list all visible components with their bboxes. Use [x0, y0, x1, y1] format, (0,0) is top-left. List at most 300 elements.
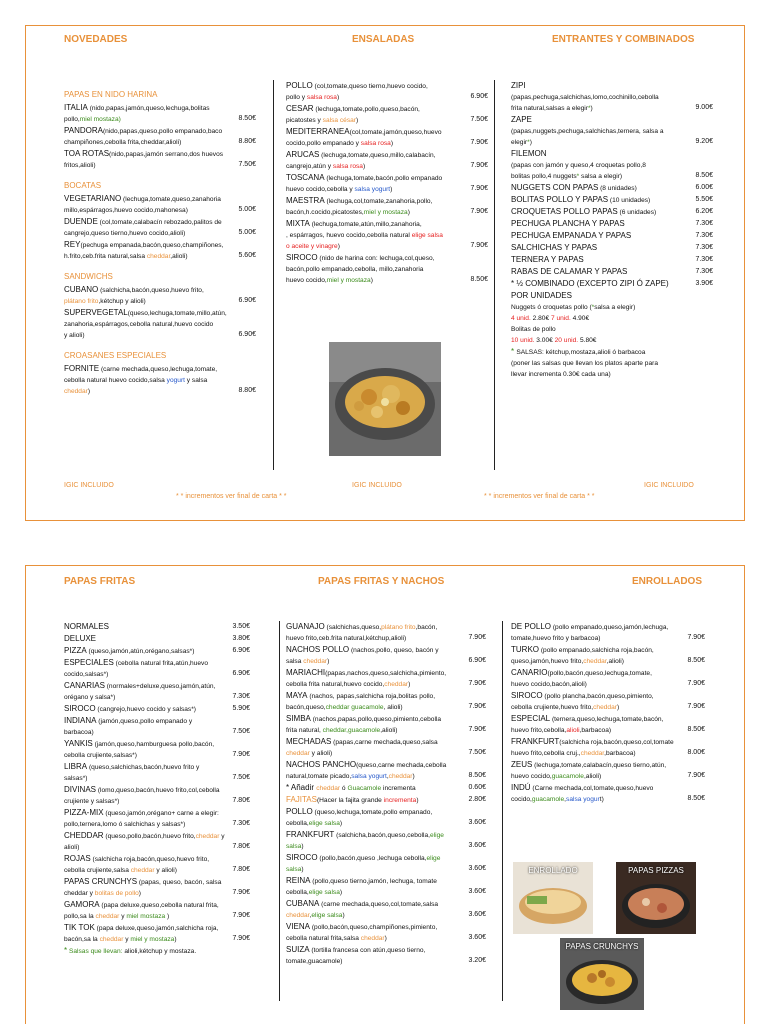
menu-item — [511, 782, 705, 805]
item-text: salsas*) — [64, 775, 88, 782]
item-name: NACHOS PANCHO — [286, 760, 357, 769]
menu-item — [286, 103, 488, 126]
menu-item — [64, 363, 256, 397]
item-text: (nachos,pollo, queso, bacón y — [349, 647, 439, 654]
item-text: pollo, — [64, 116, 80, 123]
item-text: 2.80€ — [530, 315, 551, 322]
item-text: ,bacón, — [415, 624, 438, 631]
item-price: 7.30€ — [695, 220, 713, 227]
item-text: Nuggets ó croquetas pollo ( — [511, 304, 592, 311]
item-price: 7.90€ — [468, 680, 486, 687]
item-name: * — [511, 347, 517, 356]
item-price: 7.90€ — [687, 703, 705, 710]
item-text: (pollo plancha,bacón,queso,pimiento, — [542, 693, 654, 700]
menu-item — [64, 657, 250, 680]
item-text: cheddar,guacamole — [322, 727, 381, 734]
item-price: 8.50€ — [468, 772, 486, 779]
menu-item — [64, 239, 256, 262]
menu-item — [286, 794, 486, 806]
menu-item — [511, 254, 713, 266]
item-name: REY — [64, 240, 81, 249]
item-price: 6.20€ — [695, 208, 713, 215]
item-price: 8.50€ — [687, 795, 705, 802]
item-text: * — [591, 304, 595, 311]
item-text: cheddar — [286, 912, 310, 919]
item-name: * Añadir — [286, 783, 317, 792]
item-text: SALSAS: — [516, 349, 544, 356]
item-text: bacón,queso, — [286, 704, 326, 711]
item-text: ) — [407, 209, 410, 216]
menu-item — [286, 172, 488, 195]
menu-item — [286, 806, 486, 829]
item-text: cebolla, — [286, 889, 309, 896]
item-text: crujiente y salsas*) — [64, 798, 120, 805]
item-price: 3.60€ — [468, 934, 486, 941]
item-text: salsa rosa — [306, 94, 337, 101]
menu-item — [64, 633, 250, 645]
item-text: elige salsa — [308, 820, 340, 827]
igic-note-2: IGIC INCLUIDO — [352, 482, 402, 489]
item-text: (salchichas,queso, — [324, 624, 382, 631]
item-text: pollo y — [286, 94, 307, 101]
item-name: POLLO — [286, 81, 313, 90]
item-name: NACHOS POLLO — [286, 645, 350, 654]
item-text: (col,tomate,calabacín rebozado,palitos de — [97, 219, 222, 226]
item-text: orégano y salsa*) — [64, 694, 116, 701]
item-text: salsa yogur — [566, 796, 600, 803]
item-price: 5.50€ — [695, 196, 713, 203]
menu-item — [64, 703, 250, 715]
item-text: ,alioli) — [606, 658, 624, 665]
item-name: SIROCO — [286, 853, 318, 862]
item-text: y salsa — [184, 377, 208, 384]
item-text: (queso,lechuga,tomate,millo,atún, — [127, 310, 227, 317]
item-text: ) — [339, 889, 343, 896]
item-price: 7.80€ — [232, 866, 250, 873]
item-name: GUANAJO — [286, 622, 325, 631]
menu-item — [511, 667, 705, 690]
item-text: (papa deluxe,queso,cebolla natural frita, — [99, 902, 219, 909]
item-text: , alioli) — [383, 704, 403, 711]
item-text: incrementa — [381, 785, 416, 792]
menu-item — [64, 922, 250, 945]
item-name: PIZZA-MIX — [64, 808, 104, 817]
item-name: VIENA — [286, 922, 311, 931]
item-name: TOA ROTAS — [64, 149, 110, 158]
item-name: ROJAS — [64, 854, 91, 863]
item-price: 7.50€ — [470, 116, 488, 123]
item-text: (nido,papas,jamón serrano,dos huevos — [109, 151, 224, 158]
item-text: salsa a elegir) — [594, 304, 636, 311]
item-text: bacón,h.cocido,picatostes, — [286, 209, 364, 216]
item-text: (queso,pollo,bacón,huevo frito, — [103, 833, 196, 840]
menu-item — [286, 875, 486, 898]
menu-item — [286, 149, 488, 172]
item-name: ZAPE — [511, 115, 532, 124]
menu-item — [511, 194, 713, 206]
item-text: (papas, queso, bacón, salsa — [137, 879, 222, 886]
item-price: 7.90€ — [687, 680, 705, 687]
item-name: RABAS DE CALAMAR Y PAPAS — [511, 267, 628, 276]
item-text: cheddar — [316, 785, 341, 792]
item-text: (10 unidades) — [608, 197, 651, 204]
item-text: ) — [529, 139, 532, 146]
column-papas-nachos — [279, 621, 486, 1001]
item-price: 7.30€ — [695, 244, 713, 251]
item-name: SIMBA — [286, 714, 311, 723]
item-text: cebolla crujiente,huevo frito, — [511, 704, 594, 711]
item-name: SIROCO — [64, 704, 96, 713]
item-name: BOLITAS POLLO Y PAPAS — [511, 195, 609, 204]
menu-item — [511, 218, 713, 230]
item-name: ESPECIALES — [64, 658, 114, 667]
photo-label-papas-pizzas: PAPAS PIZZAS — [628, 866, 684, 875]
item-price: 5.00€ — [238, 206, 256, 213]
header-entrantes: ENTRANTES Y COMBINADOS — [552, 34, 695, 45]
item-text: fritos,alioli) — [64, 162, 96, 169]
item-text: (poner las salsas que llevan los platos aparte para — [511, 360, 658, 367]
section-heading: BOCATAS — [64, 181, 102, 190]
item-text: bolitas de pollo — [94, 890, 139, 897]
item-price: 3.50€ — [232, 623, 250, 630]
item-text: cheddar — [303, 658, 328, 665]
item-text: cheddar — [583, 658, 607, 665]
item-text: cheddar — [360, 935, 385, 942]
item-text: y alioli) — [309, 750, 333, 757]
item-text: , — [564, 796, 567, 803]
item-price: 8.80€ — [238, 138, 256, 145]
item-text: y — [123, 936, 131, 943]
header-papas-fritas: PAPAS FRITAS — [64, 576, 136, 587]
menu-item — [64, 761, 250, 784]
item-text: ) — [362, 163, 366, 170]
item-name: * — [64, 946, 68, 955]
item-text: Salsas que llevan: — [67, 948, 125, 955]
item-text: elige — [426, 855, 441, 862]
item-price: 7.90€ — [687, 772, 705, 779]
item-text: (cangrejo,huevo cocido y salsas*) — [95, 706, 196, 713]
item-text: y alioli) — [154, 867, 177, 874]
item-name: DE POLLO — [511, 622, 552, 631]
item-text: cheddar — [146, 253, 171, 260]
item-text: (pollo,queso tierno,jamón, lechuga, tomate — [310, 878, 437, 885]
item-price: 6.90€ — [238, 331, 256, 338]
item-text: h.frito,ceb.frita natural,salsa — [64, 253, 147, 260]
menu-item — [64, 715, 250, 738]
menu-item — [511, 266, 713, 278]
menu-item — [64, 876, 250, 899]
menu-item — [64, 807, 250, 830]
item-text: huevo cocido, — [286, 277, 327, 284]
header-novedades: NOVEDADES — [64, 34, 128, 45]
item-text: incrementa — [383, 797, 417, 804]
item-name: CROQUETAS POLLO PAPAS — [511, 207, 618, 216]
item-text: (queso,lechuga,tomate,pollo empanado, — [312, 809, 433, 816]
item-price: 8.00€ — [687, 749, 705, 756]
item-text: (pollo,bacón,queso ,lechuga cebolla, — [317, 855, 427, 862]
item-text: ,alioli) — [170, 253, 188, 260]
menu-item — [511, 346, 713, 380]
item-text: cangrejo,queso tierno,huevo cocido,alioli) — [64, 230, 186, 237]
item-price: 2.80€ — [468, 796, 486, 803]
item-text: Guacamole — [347, 785, 382, 792]
item-price: 8.80€ — [238, 387, 256, 394]
item-name: GAMORA — [64, 900, 100, 909]
menu-item — [286, 252, 488, 286]
food-photo-ensalada — [329, 342, 441, 456]
item-text: cheddar — [99, 936, 124, 943]
item-text: tomate,guacamole) — [286, 958, 343, 965]
item-text: (papas con jamón y queso,4 croquetas pollo,8 — [511, 162, 646, 169]
item-text: o aceite y vinagre — [286, 243, 338, 250]
item-name: PECHUGA PLANCHA Y PAPAS — [511, 219, 625, 228]
item-name: FRANKFURT — [511, 737, 560, 746]
item-price: 8.50€ — [687, 657, 705, 664]
item-text: ) — [301, 843, 304, 850]
item-text: (papas,pechuga,salchichas,lomo,cochinillo,cebolla — [511, 94, 659, 101]
menu-item — [511, 182, 713, 194]
item-text: elige salsa — [411, 232, 443, 239]
item-text: ) — [337, 243, 340, 250]
item-price: 3.60€ — [468, 911, 486, 918]
item-price: 7.90€ — [470, 208, 488, 215]
item-price: 5.60€ — [238, 252, 256, 259]
item-price: 3.60€ — [468, 888, 486, 895]
item-text: (ternera,queso,lechuga,tomate,bacón, — [550, 716, 664, 723]
menu-item — [286, 944, 486, 967]
menu-item — [286, 690, 486, 713]
item-text: millo,espárragos,huevo cocido,mahonesa) — [64, 207, 188, 214]
item-name: DUENDE — [64, 217, 98, 226]
item-text: huevo cocido, — [511, 773, 552, 780]
item-price: 7.30€ — [232, 693, 250, 700]
item-name: * ½ COMBINADO (EXCEPTO ZIPI Ó ZAPE) — [511, 279, 669, 288]
item-text: (salchicha roja,bacón,queso,huevo frito, — [90, 856, 210, 863]
item-text: (pechuga empanada,bacón,queso,champiñones, — [80, 242, 224, 249]
menu-item — [286, 218, 488, 252]
menu-item — [286, 829, 486, 852]
item-text: ) — [390, 140, 394, 147]
item-text: ) — [390, 186, 393, 193]
menu-item — [511, 644, 705, 667]
item-text: salsa — [286, 866, 302, 873]
item-text: kétchup,mostaza,alioli ó barbacoa — [543, 349, 646, 356]
item-text: salsa a elegir) — [579, 173, 623, 180]
increment-note-2: * * incrementos ver final de carta * * — [484, 493, 595, 500]
item-text: (pollo empanado,queso,jamón,lechuga, — [551, 624, 669, 631]
item-name: LIBRA — [64, 762, 88, 771]
item-text: (pollo empanado,salchicha roja,bacón, — [539, 647, 654, 654]
item-text: (jamón,queso,hamburguesa pollo,bacón, — [92, 741, 215, 748]
menu-item — [64, 830, 250, 853]
item-name: SUPERVEGETAL — [64, 308, 128, 317]
header-ensaladas: ENSALADAS — [352, 34, 415, 45]
item-price: 6.90€ — [232, 647, 250, 654]
item-price: 3.60€ — [468, 842, 486, 849]
item-price: 5.00€ — [238, 229, 256, 236]
item-text: ,alioli) — [380, 727, 398, 734]
item-text: (Carne mechada,col,tomate,queso,huevo — [530, 785, 654, 792]
item-text: cebolla, — [286, 820, 309, 827]
item-text: 5.80€ — [578, 337, 597, 344]
item-price: 7.80€ — [232, 843, 250, 850]
item-name: FAJITAS — [286, 795, 317, 804]
item-price: 7.30€ — [695, 232, 713, 239]
item-text: tomate,huevo frito y barbacoa) — [511, 635, 601, 642]
item-text: miel y mostaza — [130, 936, 175, 943]
menu-item — [286, 644, 486, 667]
item-text: ) — [412, 773, 415, 780]
item-text: salsa césar — [322, 117, 357, 124]
item-price: 7.90€ — [470, 185, 488, 192]
item-text: yogurt — [166, 377, 185, 384]
item-price: 0.60€ — [468, 784, 486, 791]
item-text: bacón,sa la — [64, 936, 100, 943]
menu-item — [511, 621, 705, 644]
item-text: miel y mostaza — [326, 277, 371, 284]
item-name: DIVINAS — [64, 785, 97, 794]
item-text: ) — [356, 117, 359, 124]
item-name: SIROCO — [286, 253, 318, 262]
column-novedades — [64, 80, 256, 520]
item-name: CHEDDAR — [64, 831, 104, 840]
item-text: salsa yogurt — [351, 773, 387, 780]
item-text: ) — [336, 94, 340, 101]
item-name: ZEUS — [511, 760, 533, 769]
item-text: ) — [339, 820, 343, 827]
item-price: 7.90€ — [470, 139, 488, 146]
item-name: DELUXE — [64, 634, 97, 643]
item-text: cheddar — [580, 750, 605, 757]
menu-item — [64, 738, 250, 761]
header-papas-nachos: PAPAS FRITAS Y NACHOS — [318, 576, 445, 587]
menu-item — [511, 290, 713, 346]
item-text: llevar incrementa 0.30€ cada una) — [511, 371, 611, 378]
item-text: ) — [590, 105, 593, 112]
item-text: (nido,papas,queso,pollo empanado,baco — [102, 128, 223, 135]
item-text: elige salsa — [311, 912, 343, 919]
item-text: * — [527, 139, 530, 146]
item-text: (nido,papas,jamón,queso,lechuga,bolitas — [87, 105, 210, 112]
item-name: ZIPI — [511, 81, 526, 90]
item-text: elige salsa — [308, 889, 340, 896]
item-price: 7.90€ — [470, 242, 488, 249]
item-name: CUBANA — [286, 899, 320, 908]
item-text: pollo,sa la — [64, 913, 96, 920]
menu-item — [286, 782, 486, 794]
item-text: ) — [384, 935, 387, 942]
item-price: 7.30€ — [695, 256, 713, 263]
item-text: cheddar guacamole — [325, 704, 384, 711]
item-price: 6.00€ — [695, 184, 713, 191]
item-name: NORMALES — [64, 622, 109, 631]
item-text: miel mostaza — [126, 913, 166, 920]
igic-note-3: IGIC INCLUIDO — [644, 482, 694, 489]
item-text: frita natural,salsas a elegir — [511, 105, 588, 112]
menu-item — [511, 80, 713, 114]
item-text: (carne mechada,queso,lechuga,tomate, — [99, 366, 218, 373]
item-text: (queso,jamón,orégano+ carne a elegir: — [103, 810, 219, 817]
menu-item — [286, 713, 486, 736]
item-text: ó — [340, 785, 348, 792]
menu-item — [64, 945, 250, 957]
menu-item — [64, 125, 256, 148]
item-text: 4 unid. — [511, 315, 531, 322]
item-name: REINA — [286, 876, 311, 885]
item-text: (papas,nuggets,pechuga,salchichas,ternera, salsa a — [511, 128, 664, 135]
item-text: salsa — [286, 658, 304, 665]
item-name: MIXTA — [286, 219, 310, 228]
item-price: 8.50€ — [238, 115, 256, 122]
item-text: plátano frito — [381, 624, 416, 631]
photo-label-enrollado: ENROLLADO — [528, 866, 578, 875]
item-name: TOSCANA — [286, 173, 325, 182]
item-text: ,barbacoa) — [579, 727, 612, 734]
item-text: (salchicha,bacón,queso,huevo frito, — [98, 287, 204, 294]
item-text: miel y mostaza — [363, 209, 408, 216]
menu-item — [64, 899, 250, 922]
item-name: TERNERA Y PAPAS — [511, 255, 584, 264]
item-name: TIK TOK — [64, 923, 95, 932]
section-heading: PAPAS EN NIDO HARINA — [64, 90, 158, 99]
header-enrollados: ENROLLADOS — [632, 576, 702, 587]
item-text: plátano frito — [64, 298, 99, 305]
item-text: picatostes y — [286, 117, 323, 124]
item-text: cebolla natural frita,salsa — [286, 935, 361, 942]
item-text: Bolitas de pollo — [511, 326, 556, 333]
menu-item — [64, 193, 256, 216]
item-text: frita natural, — [286, 727, 323, 734]
item-name: PECHUGA EMPANADA Y PAPAS — [511, 231, 632, 240]
item-text: (salchicha,bacón,queso,cebolla, — [334, 832, 430, 839]
item-text: (nachos, papas,salchicha roja,bolitas pollo, — [307, 693, 436, 700]
igic-note-1: IGIC INCLUIDO — [64, 482, 114, 489]
item-text: alioli — [566, 727, 580, 734]
item-name: VEGETARIANO — [64, 194, 122, 203]
item-text: cheddar — [195, 833, 220, 840]
item-text: zanahoria,espárragos,cebolla natural,huevo cocido — [64, 321, 214, 328]
item-text: huevo cocido,cebolla y — [286, 186, 355, 193]
item-text: ) — [301, 866, 304, 873]
item-name: ESPECIAL — [511, 714, 551, 723]
item-text: bolitas pollo,4 nuggets — [511, 173, 577, 180]
menu-item — [286, 921, 486, 944]
item-text: ) — [138, 890, 141, 897]
menu-item — [511, 736, 705, 759]
item-price: 3.20€ — [468, 957, 486, 964]
section-heading: SANDWICHS — [64, 272, 113, 281]
item-text: y — [219, 833, 225, 840]
item-text: (lechuga,tomate,queso,zanahoria — [121, 196, 221, 203]
menu-page-1 — [25, 25, 745, 521]
menu-item — [511, 206, 713, 218]
item-price: 7.90€ — [232, 912, 250, 919]
item-text: cheddar y — [64, 890, 95, 897]
item-text: cheddar — [130, 867, 155, 874]
item-text: guacamole — [551, 773, 584, 780]
menu-item — [511, 690, 705, 713]
item-name: FRANKFURT — [286, 830, 335, 839]
menu-page-2 — [25, 565, 745, 1024]
item-text: (normales+deluxe,queso,jamón,atún, — [104, 683, 216, 690]
item-text: huevo cocido,bacón,alioli) — [511, 681, 587, 688]
item-name: POR UNIDADES — [511, 291, 572, 300]
menu-item — [511, 242, 713, 254]
item-text: 7 unid. — [550, 315, 571, 322]
menu-item — [286, 667, 486, 690]
menu-item — [511, 278, 713, 290]
menu-item — [511, 148, 713, 182]
